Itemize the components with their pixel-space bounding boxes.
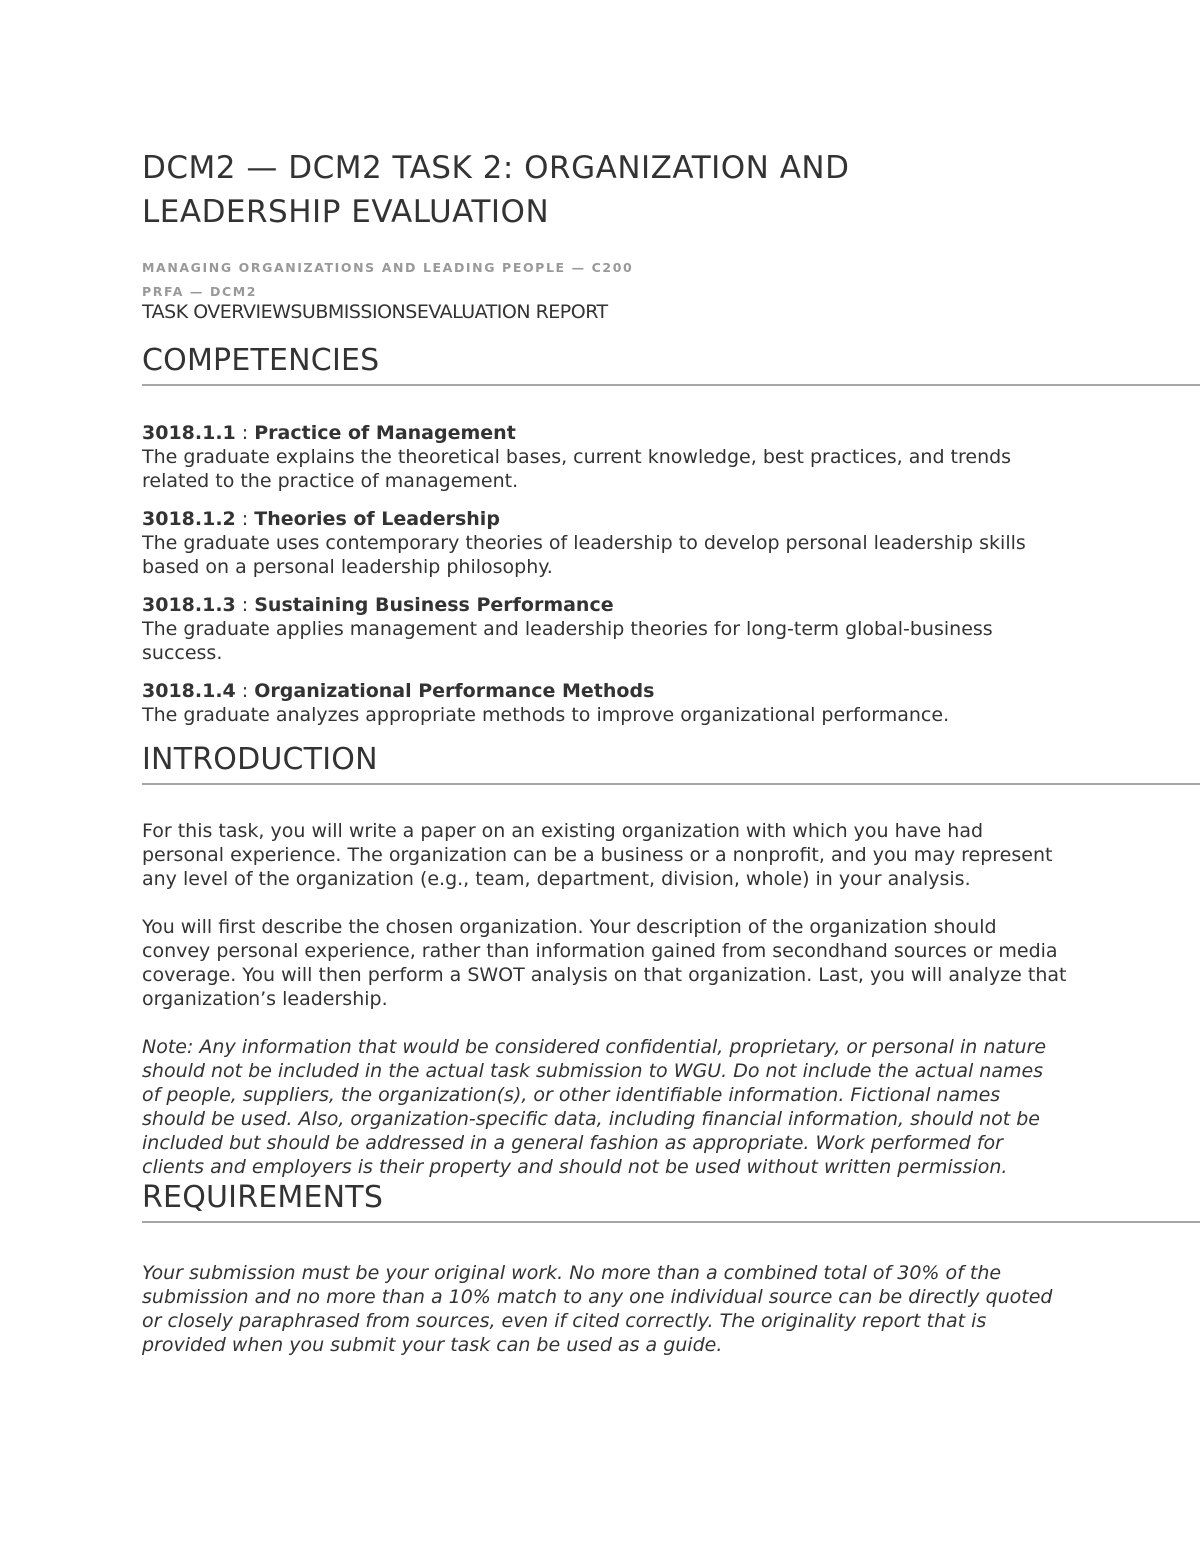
requirements-body (142, 1261, 1200, 1357)
competency-separator: : (235, 594, 255, 616)
competency-title (142, 679, 1062, 703)
competency-code: 3018.1.1 (142, 422, 236, 444)
introduction-heading: INTRODUCTION (142, 741, 1200, 785)
competency-name: Practice of Management (254, 422, 516, 444)
competency-item (142, 593, 1062, 665)
task-tabs (142, 300, 1200, 324)
tab-submissions[interactable]: SUBMISSIONS (290, 301, 417, 323)
confidentiality-note: Note: Any information that would be considered confidential, proprietary, or personal in nature should not be included in the actual task submission to WGU. Do not include the actual names of people, suppliers, the organization(s), or other identifiable information. Fictional names should be used. Also, organization-specific data, including financial information, should not be included but should be addressed in a general fashion as appropriate. Work performed for clients and employers is their property and should not be used without written permission. (142, 1036, 1047, 1178)
competency-name: Organizational Performance Methods (254, 680, 655, 702)
competency-separator: : (235, 422, 255, 444)
originality-note: Your submission must be your original work. No more than a combined total of 30% of the submission and no more than a 10% match to any one individual source can be directly quoted or closely paraphrased from sources, even if cited correctly. The originality report that is provided when you submit your task can be used as a guide. (142, 1262, 1053, 1356)
competency-title (142, 593, 1062, 617)
competency-item (142, 679, 1062, 727)
competencies-heading: COMPETENCIES (142, 342, 1200, 386)
competency-description: The graduate uses contemporary theories of leadership to develop personal leadership skills based on a personal leadership philosophy. (142, 532, 1026, 578)
competency-title (142, 421, 1062, 445)
competency-code: 3018.1.4 (142, 680, 236, 702)
competency-separator: : (235, 508, 255, 530)
tab-evaluation-report[interactable]: EVALUATION REPORT (416, 301, 608, 323)
competency-description: The graduate analyzes appropriate methods to improve organizational performance. (142, 704, 950, 726)
competency-code: 3018.1.3 (142, 594, 236, 616)
competency-name: Theories of Leadership (254, 508, 500, 530)
course-name: MANAGING ORGANIZATIONS AND LEADING PEOPLE — C200 (142, 260, 634, 275)
tab-task-overview[interactable]: TASK OVERVIEW (142, 301, 291, 323)
introduction-body (142, 819, 1200, 1179)
competency-list (142, 421, 1200, 727)
competency-name: Sustaining Business Performance (254, 594, 614, 616)
competency-description: The graduate applies management and leadership theories for long-term global-business success. (142, 618, 993, 664)
competency-separator: : (235, 680, 255, 702)
competency-description: The graduate explains the theoretical bases, current knowledge, best practices, and trends related to the practice of management. (142, 446, 1012, 492)
competency-item (142, 507, 1062, 579)
document-title: DCM2 — DCM2 TASK 2: ORGANIZATION AND LEADERSHIP EVALUATION (142, 150, 850, 230)
introduction-paragraph: For this task, you will write a paper on an existing organization with which you have had personal experience. The organization can be a business or a nonprofit, and you may represent any level of the organization (e.g., team, department, division, whole) in your analysis. (142, 820, 1053, 890)
introduction-paragraph: You will first describe the chosen organization. Your description of the organization should convey personal experience, rather than information gained from secondhand sources or media coverage. You will then perform a SWOT analysis on that organization. Last, you will analyze that organization’s leadership. (142, 916, 1067, 1010)
assessment-code: PRFA — DCM2 (142, 284, 258, 299)
document-page (142, 146, 1200, 1357)
competency-item (142, 421, 1062, 493)
competency-code: 3018.1.2 (142, 508, 236, 530)
requirements-heading: REQUIREMENTS (142, 1179, 1200, 1223)
competency-title (142, 507, 1062, 531)
